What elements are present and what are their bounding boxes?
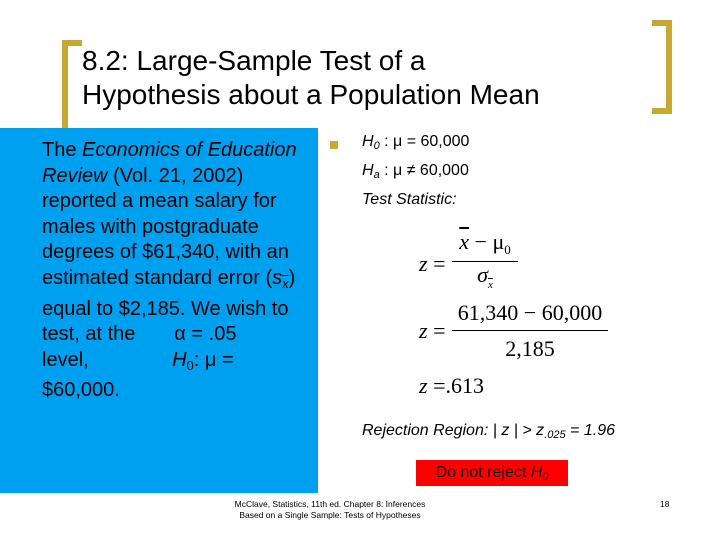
- rejection-rest: = 1.96: [565, 422, 615, 439]
- problem-text-part: The: [42, 139, 83, 161]
- journal-name-a: Economics of: [82, 139, 203, 161]
- title-bracket-left: [62, 40, 82, 142]
- title-line-2: Hypothesis about a Population Mean: [82, 79, 540, 110]
- footer-line-2: Based on a Single Sample: Tests of Hypotheses: [239, 510, 421, 520]
- hyp-rest: : μ ≠ 60,000: [379, 162, 469, 179]
- conclusion-h: H: [530, 464, 543, 481]
- null-hypothesis: [362, 132, 469, 156]
- formula1-lhs: [419, 251, 445, 277]
- hyp-letter: H: [362, 162, 374, 179]
- problem-text-part: ) equal to $2,185. We wish to test, at the: [42, 266, 296, 346]
- slide-title: [82, 44, 642, 112]
- std-error-symbol: s: [272, 266, 283, 289]
- alpha-symbol: α: [174, 323, 186, 346]
- equals-sign: =: [433, 373, 446, 398]
- formula1-denominator: [452, 262, 518, 291]
- conclusion-text: Do not reject: [435, 464, 531, 481]
- formula2-denominator: 2,185: [505, 336, 555, 361]
- z-symbol: z: [419, 318, 428, 343]
- problem-text-part: : μ: [193, 348, 217, 371]
- stat-label-text: Test Statistic:: [362, 191, 457, 208]
- z-symbol: z: [419, 251, 428, 276]
- problem-text-part: = $60,000.: [42, 348, 234, 402]
- formula2-lhs: [419, 318, 445, 344]
- page-number: 18: [660, 499, 670, 509]
- footer-line-1: McClave, Statistics, 11th ed. Chapter 8: Inferences: [234, 499, 426, 509]
- z-symbol: z: [419, 373, 428, 398]
- problem-text: [42, 138, 314, 404]
- problem-text-part: (Vol. 21, 2002) reported a mean salary for males with postgraduate degrees of $61,340, with an estimated standard error (: [42, 164, 289, 289]
- formula2-numerator: 61,340 − 60,000: [457, 300, 603, 325]
- conclusion-box: [416, 460, 568, 486]
- formula1-numerator: [452, 229, 518, 258]
- hyp-letter: H: [362, 133, 374, 150]
- std-error-sub: x: [282, 275, 289, 291]
- xbar-symbol: $\overline{x}$: [459, 229, 470, 254]
- rejection-region: [362, 422, 615, 441]
- hyp-sub: a: [373, 169, 380, 181]
- title-line-1: 8.2: Large-Sample Test of a: [82, 45, 426, 76]
- equals-sign: =: [433, 318, 446, 343]
- hyp-sub: 0: [373, 140, 380, 152]
- problem-text-part: = .05 level,: [42, 323, 237, 371]
- test-statistic-label: [362, 190, 457, 210]
- formula2-fraction-bar: [452, 330, 608, 331]
- formula-result: [419, 373, 484, 399]
- rejection-text: Rejection Region: | z | > z: [362, 422, 545, 439]
- z-value: .613: [445, 373, 484, 398]
- title-bracket-right: [652, 20, 672, 114]
- sigma-symbol: σ: [477, 262, 488, 287]
- null-hyp-symbol: H: [172, 348, 187, 371]
- footer-citation: [180, 499, 480, 521]
- null-hyp-sub: 0: [186, 357, 194, 373]
- alt-hypothesis: [362, 161, 469, 185]
- hyp-rest: : μ = 60,000: [379, 133, 470, 150]
- journal-name-b: Education Review: [42, 139, 297, 187]
- rejection-sub: .025: [544, 429, 566, 441]
- mu-sub: 0: [504, 242, 511, 257]
- equals-sign: =: [433, 251, 446, 276]
- minus-mu: − μ: [469, 229, 505, 254]
- conclusion-sub: 0: [542, 471, 549, 483]
- bullet-square-icon: [330, 141, 338, 149]
- sigma-sub: x: [487, 279, 493, 291]
